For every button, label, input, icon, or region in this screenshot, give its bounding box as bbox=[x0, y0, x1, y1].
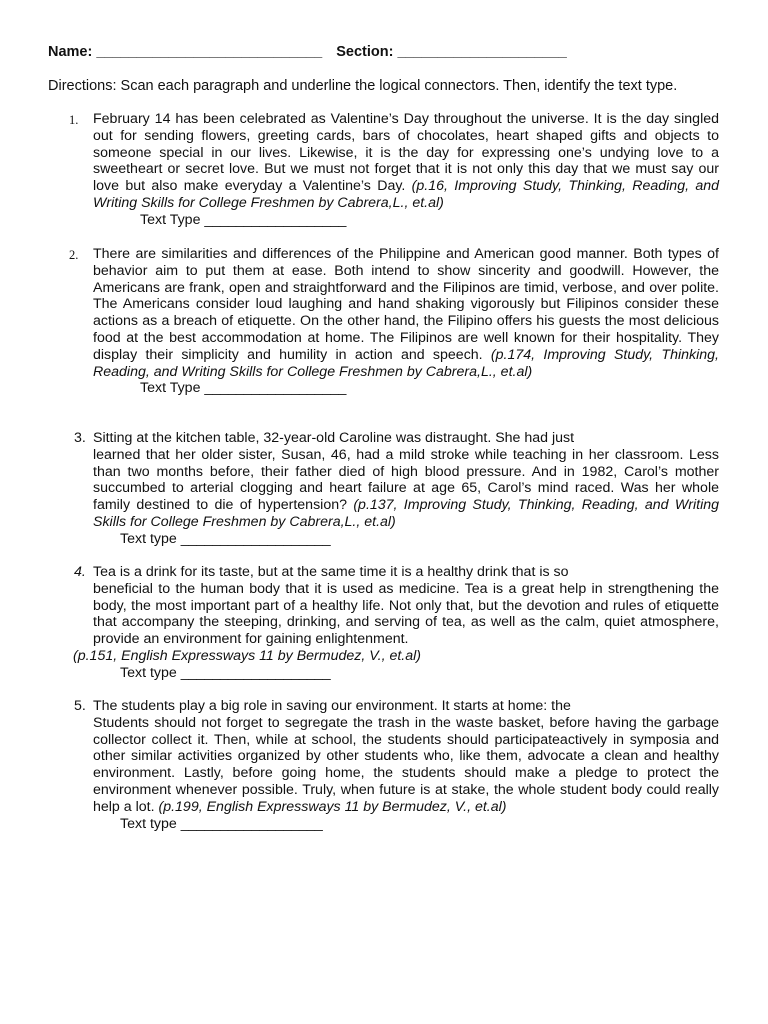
paragraph-first-line: Tea is a drink for its taste, but at the same time it is a healthy drink that is so bbox=[93, 564, 569, 580]
item-number: 3. bbox=[74, 430, 86, 446]
text-type-field: Text Type __________________ bbox=[140, 380, 347, 397]
paragraph-text: February 14 has been celebrated as Valentine’s Day throughout the universe. It is the day singled out for sending flowers, greeting cards, bars of chocolates, heart shaped gifts and objects to someone special in our lives. Likewise, it is the day for expressing one’s undying love to a sweetheart or secret love. But we must not forget that it is not only this day that we must say our love but also make everyday a Valentine’s Day. bbox=[93, 111, 719, 195]
text-type-field: Text type ___________________ bbox=[120, 664, 331, 681]
item-number: 1. bbox=[69, 113, 79, 127]
paragraph-item-3 bbox=[74, 430, 720, 548]
paragraph-item-5 bbox=[74, 698, 719, 832]
paragraph-item-4 bbox=[73, 564, 719, 682]
paragraph-citation: (p.199, English Expressways 11 by Bermudez, V., et.al) bbox=[158, 798, 507, 815]
text-type-field: Text type __________________ bbox=[120, 815, 323, 832]
paragraph-item-2 bbox=[69, 246, 719, 397]
paragraph-citation: (p.151, English Expressways 11 by Bermudez, V., et.al) bbox=[73, 647, 422, 664]
paragraph-text: learned that her older sister, Susan, 46, had a mild stroke while teaching in her classroom. Less than two months before, their father died of high blood pressure. And in 1982, Carol’s mother succumbed to arterial clogging and heart failure at age 65, Carol’s mind raced. Was her whole family destined to die of hypertension? bbox=[93, 446, 719, 514]
name-label: Name: bbox=[48, 44, 93, 60]
worksheet-header bbox=[48, 44, 567, 60]
text-type-field: Text type ___________________ bbox=[120, 530, 331, 547]
item-number: 5. bbox=[74, 698, 86, 714]
paragraph-item-1 bbox=[69, 111, 720, 229]
directions-text: Directions: Scan each paragraph and underline the logical connectors. Then, identify the text type. bbox=[48, 78, 678, 94]
paragraph-text: There are similarities and differences of the Philippine and American good manner. Both types of behavior aim to put them at ease. Both intend to show sincerity and goodwill. However, the Americans are frank, open and straightforward and the Filipinos are timid, verbose, and over polite. The Americans consider loud laughing and hand shaking vigorously but Filipinos consider these actions as a breach of etiquette. On the other hand, the Filipino offers his guests the most delicious food at the best accommodation at home. The Filipinos are well known for their hospitality. They display their simplicity and humility in action and speech. bbox=[93, 246, 719, 363]
name-blank: ____________________________ bbox=[96, 44, 323, 60]
section-label: Section: bbox=[336, 44, 394, 60]
paragraph-body bbox=[93, 698, 719, 816]
paragraph-citation: (p.16, Improving Study, Thinking, Reading, and Writing Skills for College Freshmen by Cabrera,L., et.al) bbox=[93, 178, 720, 211]
paragraph-body bbox=[93, 111, 719, 212]
item-number: 4. bbox=[74, 564, 86, 580]
paragraph-citation: (p.174, Improving Study, Thinking, Reading, and Writing Skills for College Freshmen by Cabrera,L., et.al) bbox=[93, 346, 719, 380]
paragraph-text: beneficial to the human body that it is used as medicine. Tea is a great help in strengthening the body, the most important part of a healthy life. Not only that, but the devotion and rules of etiquette that accompany the steeping, drinking, and serving of tea, as well as the calm, quiet atmosphere, provide an environment for gaining enlightenment. bbox=[93, 580, 719, 648]
item-number: 2. bbox=[69, 248, 79, 262]
text-type-field: Text Type __________________ bbox=[140, 211, 347, 228]
paragraph-body bbox=[93, 246, 719, 380]
section-blank: _____________________ bbox=[397, 44, 567, 60]
paragraph-first-line: The students play a big role in saving our environment. It starts at home: the bbox=[93, 698, 571, 714]
paragraph-body bbox=[93, 564, 719, 648]
paragraph-body bbox=[93, 430, 719, 531]
paragraph-first-line: Sitting at the kitchen table, 32-year-old Caroline was distraught. She had just bbox=[93, 430, 575, 446]
paragraph-citation: (p.137, Improving Study, Thinking, Reading, and Writing Skills for College Freshmen by Cabrera,L., et.al) bbox=[93, 497, 720, 530]
paragraph-text: Students should not forget to segregate the trash in the waste basket, before having the garbage collector collect it. Then, while at school, the students should participateactively in symposia and other similar activities organized by other students who, like them, advocate a clean and healthy environment. Lastly, before going home, the students should make a pledge to protect the environment whenever possible. Truly, when future is at stake, the whole student body could really help a lot. bbox=[93, 714, 719, 815]
